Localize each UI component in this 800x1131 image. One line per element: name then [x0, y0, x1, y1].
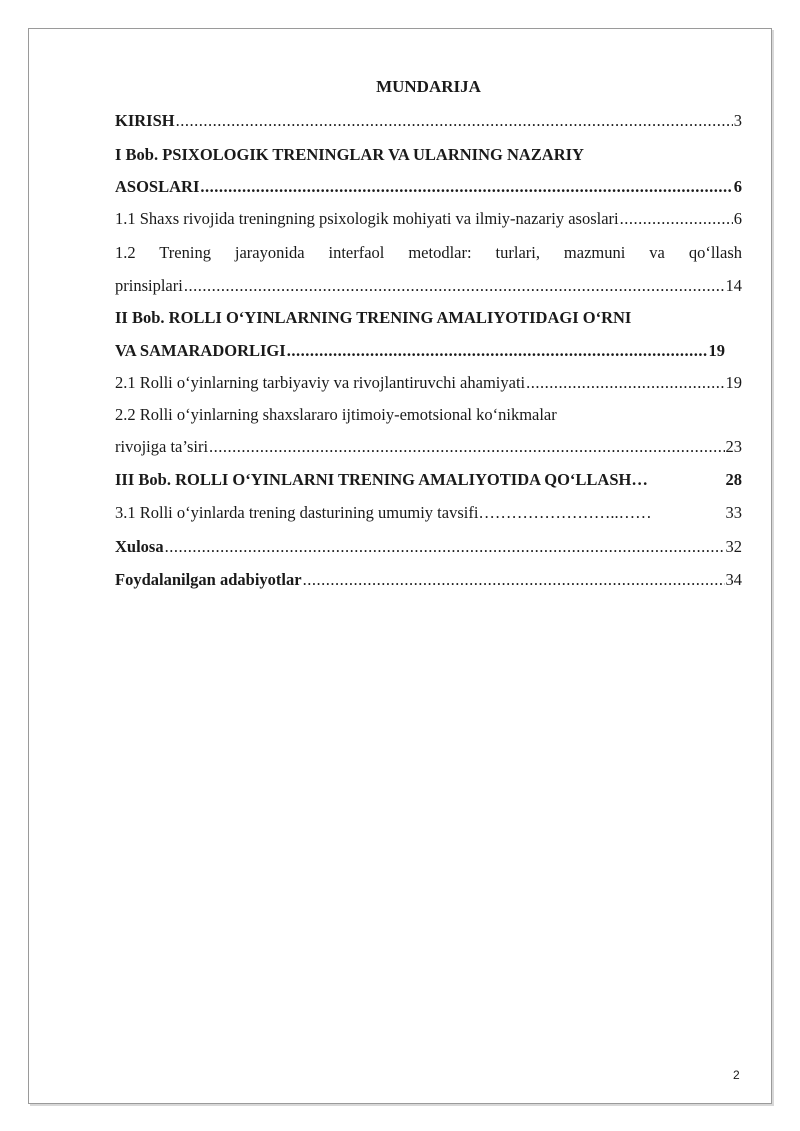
toc-page-number: 6 [733, 209, 742, 228]
toc-entry-chapter-1-cont[interactable] [115, 177, 742, 197]
toc-entry-text: prinsiplari [115, 276, 183, 295]
toc-entry-text: III Bob. ROLLI O‘YINLARNI TRENING AMALIYOTIDA QO‘LLASH… [115, 470, 648, 489]
toc-page-number: 3 [733, 111, 742, 130]
dot-leader [165, 537, 725, 557]
dot-leader [526, 373, 724, 393]
dot-leader [200, 177, 732, 197]
toc-page-number: 19 [725, 373, 742, 392]
toc-entry-text: rivojiga ta’siri [115, 437, 209, 456]
toc-entry-2-2[interactable]: 2.2 Rolli o‘yinlarning shaxslararo ijtimoiy-emotsional ko‘nikmalar [115, 405, 557, 424]
toc-entry-text: 2.1 Rolli o‘yinlarning tarbiyaviy va rivojlantiruvchi ahamiyati [115, 373, 526, 392]
dot-leader [209, 437, 724, 457]
toc-page-number: 23 [725, 437, 742, 456]
toc-page-number: 19 [708, 341, 725, 360]
toc-page-number: 28 [725, 470, 742, 489]
toc-entry-text: KIRISH [115, 111, 175, 130]
toc-page-number: 6 [733, 177, 742, 196]
toc-entry-2-2-cont[interactable] [115, 437, 742, 457]
toc-title: MUNDARIJA [376, 77, 481, 96]
toc-entry-chapter-3[interactable] [115, 470, 742, 490]
toc-entry-text: VA SAMARADORLIGI [115, 341, 286, 360]
toc-entry-2-1[interactable] [115, 373, 742, 393]
toc-entry-text: Foydalanilgan adabiyotlar [115, 570, 302, 589]
toc-entry-chapter-1[interactable]: I Bob. PSIXOLOGIK TRENINGLAR VA ULARNING NAZARIY [115, 145, 584, 164]
toc-page-number: 14 [725, 276, 742, 295]
toc-entry-text: ASOSLARI [115, 177, 200, 196]
toc-entry-chapter-2[interactable]: II Bob. ROLLI O‘YINLARNING TRENING AMALIYOTIDAGI O‘RNI [115, 308, 632, 327]
toc-entry-text: 3.1 Rolli o‘yinlarda trening dasturining umumiy tavsifi……………………..…… [115, 503, 652, 522]
toc-entry-references[interactable] [115, 570, 742, 590]
dot-leader [303, 570, 725, 590]
dot-leader [620, 209, 733, 229]
toc-entry-xulosa[interactable] [115, 537, 742, 557]
dot-leader [287, 341, 708, 361]
toc-entry-1-2-cont[interactable] [115, 276, 742, 296]
toc-page-number: 34 [725, 570, 742, 589]
toc-entry-text: 1.1 Shaxs rivojida treningning psixologik mohiyati va ilmiy-nazariy asoslari [115, 209, 619, 228]
dot-leader [184, 276, 725, 296]
toc-entry-1-1[interactable] [115, 209, 742, 229]
dot-leader [176, 111, 733, 131]
page-number: 2 [733, 1068, 740, 1082]
toc-entry-chapter-2-cont[interactable] [115, 341, 725, 361]
toc-page-number: 32 [725, 537, 742, 556]
toc-entry-1-2[interactable]: 1.2 Trening jarayonida interfaol metodlar: turlari, mazmuni va qo‘llash [115, 243, 742, 262]
toc-page-number: 33 [725, 503, 742, 522]
toc-entry-text: Xulosa [115, 537, 164, 556]
toc-entry-kirish[interactable] [115, 111, 742, 131]
toc-entry-3-1[interactable] [115, 503, 742, 523]
